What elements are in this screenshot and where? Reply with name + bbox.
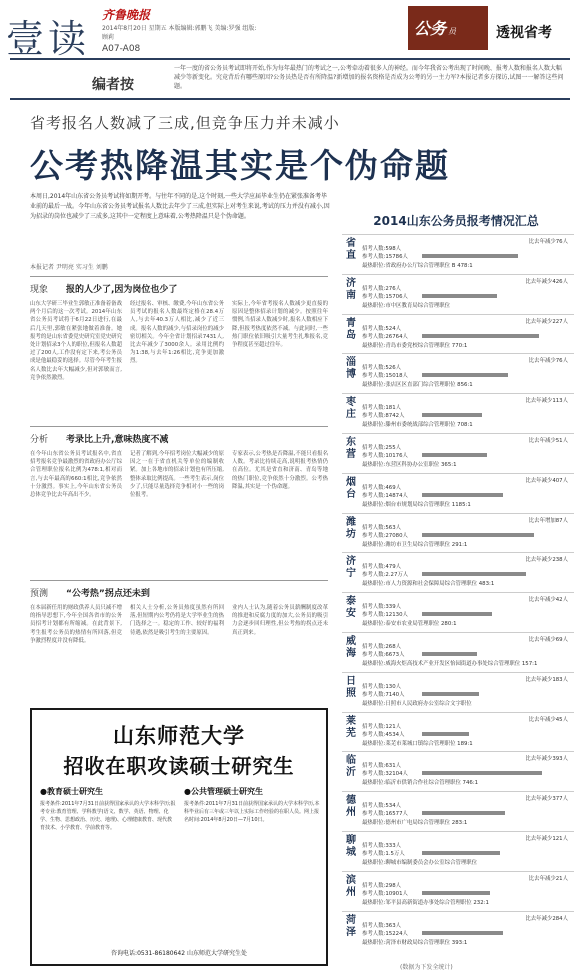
change-vs-last-year: 比去年减少377人 — [525, 796, 568, 803]
recruit-count: 招考人数:268人 — [362, 644, 402, 650]
region-name: 泰安 — [346, 596, 356, 620]
applicant-count: 参考人数:4534人 — [362, 731, 405, 738]
newspaper-name: 齐鲁晚报 — [102, 8, 151, 22]
column-label: 透视省考 — [496, 25, 552, 41]
applicant-bar — [422, 771, 542, 775]
recruit-count: 招考人数:130人 — [362, 683, 402, 690]
stats-row — [342, 791, 574, 831]
section-title: 考录比上升,意味热度不减 — [66, 435, 169, 445]
section-title: 报的人少了,因为岗位也少了 — [66, 285, 178, 295]
stats-row — [342, 751, 574, 791]
change-vs-last-year: 比去年减少21人 — [528, 875, 568, 882]
stats-row — [342, 712, 574, 752]
recruit-count: 招考人数:524人 — [362, 325, 402, 332]
applicant-count: 参考人数:15786人 — [362, 254, 408, 260]
applicant-count: 参考人数:2.27万人 — [362, 572, 409, 579]
applicant-bar — [422, 891, 490, 895]
recruit-count: 招考人数:479人 — [362, 564, 402, 571]
region-name: 烟台 — [346, 476, 356, 500]
region-name: 省直 — [346, 238, 356, 261]
hottest-position: 最热职位:威海火炬高技术产业开发区怡园街道办事处综合管理职位 157:1 — [362, 661, 538, 667]
stats-row — [342, 274, 574, 314]
hottest-position: 最热职位:青岛市委党校综合管理职位 770:1 — [362, 342, 468, 349]
hottest-position: 最热职位:市中区教育局综合管理职位 — [362, 302, 451, 309]
stats-row — [342, 353, 574, 393]
hottest-position: 最热职位:日照市人民政府办公室综合文字职位 — [362, 700, 472, 707]
university-ad — [30, 708, 328, 966]
applicant-bar — [422, 533, 534, 537]
applicant-count: 参考人数:27080人 — [362, 532, 408, 539]
recruit-count: 招考人数:333人 — [362, 843, 402, 849]
ad-footer: 咨询电话:0531-86180642 山东师范大学研究生处 — [111, 950, 247, 957]
applicant-bar — [422, 493, 503, 497]
recruit-count: 招考人数:598人 — [362, 246, 402, 252]
region-name: 威海 — [346, 636, 356, 659]
article-column: 专家表示,公考热是否降温,不能只看报名人数。考录比持续走高,说明报考热情仍在高位。尤其是省直和济南、青岛等地的热门职位,竞争依然十分激烈。公考热降温,其实是一个伪命题。 — [232, 451, 328, 490]
applicant-bar — [422, 453, 487, 457]
applicant-count: 参考人数:10901人 — [362, 890, 408, 897]
region-name: 枣庄 — [346, 397, 356, 421]
hottest-position: 最热职位:邹平县高新街道办事处综合管理职位 232:1 — [362, 899, 489, 906]
applicant-bar — [422, 373, 508, 377]
page-range: A07-A08 — [102, 44, 141, 54]
applicant-bar — [422, 294, 497, 298]
stats-row — [342, 592, 574, 632]
editor-note-tag: 编者按 — [92, 77, 134, 93]
applicant-bar — [422, 254, 518, 258]
change-vs-last-year: 比去年增加87人 — [528, 517, 568, 524]
recruit-count: 招考人数:526人 — [362, 365, 402, 372]
applicant-bar — [422, 811, 505, 815]
stats-row — [342, 672, 574, 712]
article-subhead: 省考报名人数减了三成,但竞争压力并未减小 — [30, 114, 340, 132]
applicant-count: 参考人数:6673人 — [362, 652, 405, 658]
hottest-position: 最热职位:泰安市农业局管理职位 280:1 — [362, 621, 457, 628]
stats-title: 2014山东公务员报考情况汇总 — [373, 214, 539, 228]
applicant-count: 参考人数:7140人 — [362, 691, 405, 698]
stats-panel — [342, 234, 570, 952]
article-column: 相关人士分析,公务员热度虽然有所回落,但短期内公考仍将是大学毕业生的热门选择之一。稳定的工作、较好的福利待遇,依然是吸引考生的主要原因。 — [130, 605, 224, 636]
applicant-bar — [422, 652, 477, 656]
recruit-count: 招考人数:534人 — [362, 803, 402, 810]
hottest-position: 最热职位:滕州市委统战部综合管理职位 708:1 — [362, 422, 473, 429]
recruit-count: 招考人数:181人 — [362, 405, 402, 412]
applicant-count: 参考人数:15018人 — [362, 373, 408, 380]
change-vs-last-year: 比去年减少76人 — [528, 239, 568, 245]
region-name: 临沂 — [346, 755, 356, 779]
section-label: 预测 — [30, 589, 49, 599]
recruit-count: 招考人数:631人 — [362, 763, 402, 770]
recruit-count: 招考人数:255人 — [362, 445, 402, 451]
recruit-count: 招考人数:563人 — [362, 524, 402, 531]
region-name: 莱芜 — [346, 715, 356, 739]
issue-info: 2014年8月20日 星期五 本版编辑:郭鹏飞 美编:罗强 组版:顾莉 — [102, 25, 257, 41]
stats-row — [342, 314, 574, 354]
applicant-bar — [422, 334, 539, 338]
article-column: 实际上,今年省考报名人数减少更直接的原因是整体招录计划的减少。按照往年惯例,当招录人数减少时,报名人数相应下降,但报考热度依然不减。与此同时,一些热门职位依旧吸引大量考生扎堆报名,竞争程度甚至超过往年。 — [232, 301, 328, 349]
applicant-count: 参考人数:1.5万人 — [362, 851, 405, 857]
recruit-count: 招考人数:276人 — [362, 285, 402, 292]
ad-left-text: 报考条件:2011年7月31日前获得国家承认的大学本科学历;报考专业:教育管理、学科教学(语文、数学、英语、物理、化学、生物、思想政治、历史、地理)、心理健康教育、现代教育技术、小学教育、学前教育等。 — [40, 801, 176, 831]
change-vs-last-year: 比去年减少227人 — [525, 318, 568, 325]
logo-small-text: 员 — [448, 27, 457, 36]
applicant-count: 参考人数:32104人 — [362, 771, 408, 778]
change-vs-last-year: 比去年减少238人 — [525, 557, 568, 564]
change-vs-last-year: 比去年减少407人 — [525, 477, 568, 484]
change-vs-last-year: 比去年减少284人 — [525, 915, 568, 922]
region-name: 潍坊 — [346, 516, 356, 540]
region-name: 德州 — [346, 795, 356, 819]
hottest-position: 最热职位:省政府办公厅综合管理职位 B 478:1 — [362, 263, 473, 269]
recruit-count: 招考人数:121人 — [362, 723, 402, 730]
ad-title: 山东师范大学 — [113, 724, 245, 748]
change-vs-last-year: 比去年减少76人 — [528, 358, 568, 365]
article-headline: 公考热降温其实是个伪命题 — [30, 146, 450, 185]
change-vs-last-year: 比去年减少183人 — [525, 676, 568, 683]
region-name: 青岛 — [346, 317, 356, 341]
section-title: 壹读 — [6, 17, 91, 61]
region-name: 菏泽 — [346, 914, 356, 938]
article-lead: 本周日,2014年山东省公务员考试将如期开考。与往年不同的是,这个时刻,一些大学应届毕业生仍在紧张准备考毕业前的最后一战。今年山东省公务员考试报名人数比去年少了三成,但实际上对考生来说,考试的压力并没有减小,因为招录的岗位也减少了三成多,这其中一定程度上意味着,公考热降温只是个伪命题。 — [30, 193, 330, 220]
stats-row — [342, 513, 574, 553]
applicant-bar — [422, 851, 500, 855]
article-byline: 本报记者 尹明亮 实习生 刘鹏 — [30, 264, 108, 271]
region-name: 淄博 — [346, 357, 356, 381]
change-vs-last-year: 比去年减少121人 — [525, 836, 568, 842]
article-column: 经过报名、审核、缴费,今年山东省公务员考试的报名人数最终定格在28.4万人,与去年40.3万人相比,减少了近三成。报名人数的减少,与招录岗位的减少密切相关。今年全省计划招录7431人,比去年减少了3000余人。录用比例约为1:38,与去年1:26相比,竞争更加激烈。 — [130, 301, 224, 365]
change-vs-last-year: 比去年减少426人 — [525, 278, 568, 285]
applicant-bar — [422, 413, 482, 417]
stats-row — [342, 632, 574, 672]
hottest-position: 最热职位:莱芜市莱城口镇综合管理职位 189:1 — [362, 740, 473, 747]
region-name: 滨州 — [346, 874, 356, 898]
region-name: 济宁 — [346, 556, 356, 580]
region-name: 日照 — [346, 675, 356, 699]
hottest-position: 最热职位:聊城市编制委员会办公室综合管理职位 — [362, 860, 478, 866]
hottest-position: 最热职位:菏泽市财政局综合管理职位 393:1 — [362, 939, 468, 946]
ad-left-heading: ●教育硕士研究生 — [40, 787, 103, 796]
hottest-position: 最热职位:市人力资源和社会保障局综合管理职位 483:1 — [362, 581, 495, 588]
hottest-position: 最热职位:德州市广电局综合管理职位 283:1 — [362, 820, 468, 827]
ad-right-heading: ●公共管理硕士研究生 — [184, 787, 263, 796]
stats-row — [342, 393, 574, 433]
recruit-count: 招考人数:298人 — [362, 882, 402, 889]
applicant-count: 参考人数:15706人 — [362, 293, 408, 300]
change-vs-last-year: 比去年减少393人 — [525, 756, 568, 763]
change-vs-last-year: 比去年减少51人 — [528, 438, 568, 444]
hottest-position: 最热职位:东营区科协办公室职位 365:1 — [362, 462, 457, 468]
stats-row — [342, 911, 574, 951]
article-column: 山东大学研三毕业生郭敏正准备着备战两个月后的这一次考试。2014年山东省公务员考试将于6月22日进行,在最后几天里,郭敏在紧张地做着准备。她报考的是山东省委党史研究室党史研究处计划招录3个人的职位,但报名人数超过了200人,工作没有定下来,考公务员成是他最稳妥的选择。尽管今年考生报名人数比去年大幅减少,但对郭敏而言,竞争依然激烈。 — [30, 301, 122, 381]
article-column: 业内人士认为,随着公务员薪酬制度改革的推进和反腐力度的加大,公务员的吸引力会逐步回归理性,但公考热的拐点还未真正到来。 — [232, 605, 328, 636]
article-column: 在本届新任用的财政供养人员只减不增的指导思想下,今年全国各省市的公务员招考计划都有所缩减。在此背景下,考生报考公务员的热情有所回落,但竞争激烈程度并没有降低。 — [30, 605, 122, 644]
region-name: 聊城 — [346, 835, 356, 858]
change-vs-last-year: 比去年减少113人 — [525, 398, 568, 405]
applicant-count: 参考人数:15224人 — [362, 930, 408, 937]
section-label: 分析 — [30, 435, 49, 445]
hottest-position: 最热职位:烟台市规划局综合管理职位 1185:1 — [362, 501, 471, 508]
stats-footnote: (数据为下发全统计) — [400, 964, 453, 971]
stats-row — [342, 831, 574, 871]
change-vs-last-year: 比去年减少69人 — [528, 637, 568, 643]
applicant-count: 参考人数:8742人 — [362, 413, 405, 420]
applicant-bar — [422, 612, 492, 616]
change-vs-last-year: 比去年减少42人 — [528, 597, 568, 604]
stats-row — [342, 433, 574, 473]
recruit-count: 招考人数:469人 — [362, 484, 402, 491]
applicant-count: 参考人数:14874人 — [362, 492, 408, 499]
article-column: 记者了解到,今年招考岗位大幅减少的原因之一在于省直机关等单位的编制收紧。加上各地市的招录计划也有所压缩,整体录取比例提高。一些考生表示,岗位少了,只能尽量选择竞争相对小一些的岗位报考。 — [130, 451, 224, 499]
recruit-count: 招考人数:363人 — [362, 922, 402, 929]
hottest-position: 最热职位:潍坊市卫生局综合管理职位 291:1 — [362, 541, 468, 548]
applicant-count: 参考人数:12130人 — [362, 612, 408, 619]
divider — [10, 98, 570, 100]
recruit-count: 招考人数:339人 — [362, 604, 402, 611]
section-title: “公考热”拐点还未到 — [66, 589, 150, 599]
stats-row — [342, 552, 574, 592]
divider — [30, 426, 328, 427]
applicant-count: 参考人数:26764人 — [362, 333, 408, 340]
ad-right-text: 报考条件:2011年7月31日前获得国家承认的大学本科学历,本科毕业后有三年或三年以上实际工作经验的在职人员。网上报名时间:2014年8月20日—7月10日。 — [184, 801, 320, 823]
article-column: 在今年山东省公务员考试报名中,省直招考报名竞争最激烈的省政府办公厅综合管理职位报名比例为478:1,相对而言,与去年最高的660:1相比,竞争依然十分激烈。事实上,今年山东省公务员总体竞争比去年高出不少。 — [30, 451, 122, 499]
column-logo — [408, 6, 488, 50]
applicant-bar — [422, 931, 503, 935]
ad-subtitle: 招收在职攻读硕士研究生 — [63, 754, 295, 778]
hottest-position: 最热职位:张店区区直部门综合管理职位 856:1 — [362, 382, 473, 389]
change-vs-last-year: 比去年减少45人 — [528, 716, 568, 723]
divider — [30, 276, 328, 277]
stats-row — [342, 473, 574, 513]
applicant-bar — [422, 732, 469, 736]
stats-row — [342, 234, 574, 274]
region-name: 济南 — [346, 277, 356, 301]
hottest-position: 最热职位:临沂市供销合作社综合管理职位 746:1 — [362, 780, 479, 787]
applicant-count: 参考人数:10176人 — [362, 453, 408, 459]
region-name: 东营 — [346, 437, 356, 460]
divider — [30, 580, 328, 581]
logo-text: 公务 — [414, 19, 447, 38]
editor-note-text: 一年一度的省公务员考试即将开始,作为每年最热门的考试之一,公考牵动着很多人的神经。而今年我省公考出现了时间晚、报考人数和报名人数大幅减少等新变化。究竟背后有哪些原因?公务员热是否有所降温?新增加的报名资格是否成为公考的另一主力军?本报记者多方探访,试图一一解答这些问题。 — [174, 65, 564, 90]
applicant-count: 参考人数:16577人 — [362, 811, 408, 818]
applicant-bar — [422, 572, 526, 576]
applicant-bar — [422, 692, 479, 696]
section-label: 现象 — [30, 285, 49, 295]
stats-row — [342, 871, 574, 911]
